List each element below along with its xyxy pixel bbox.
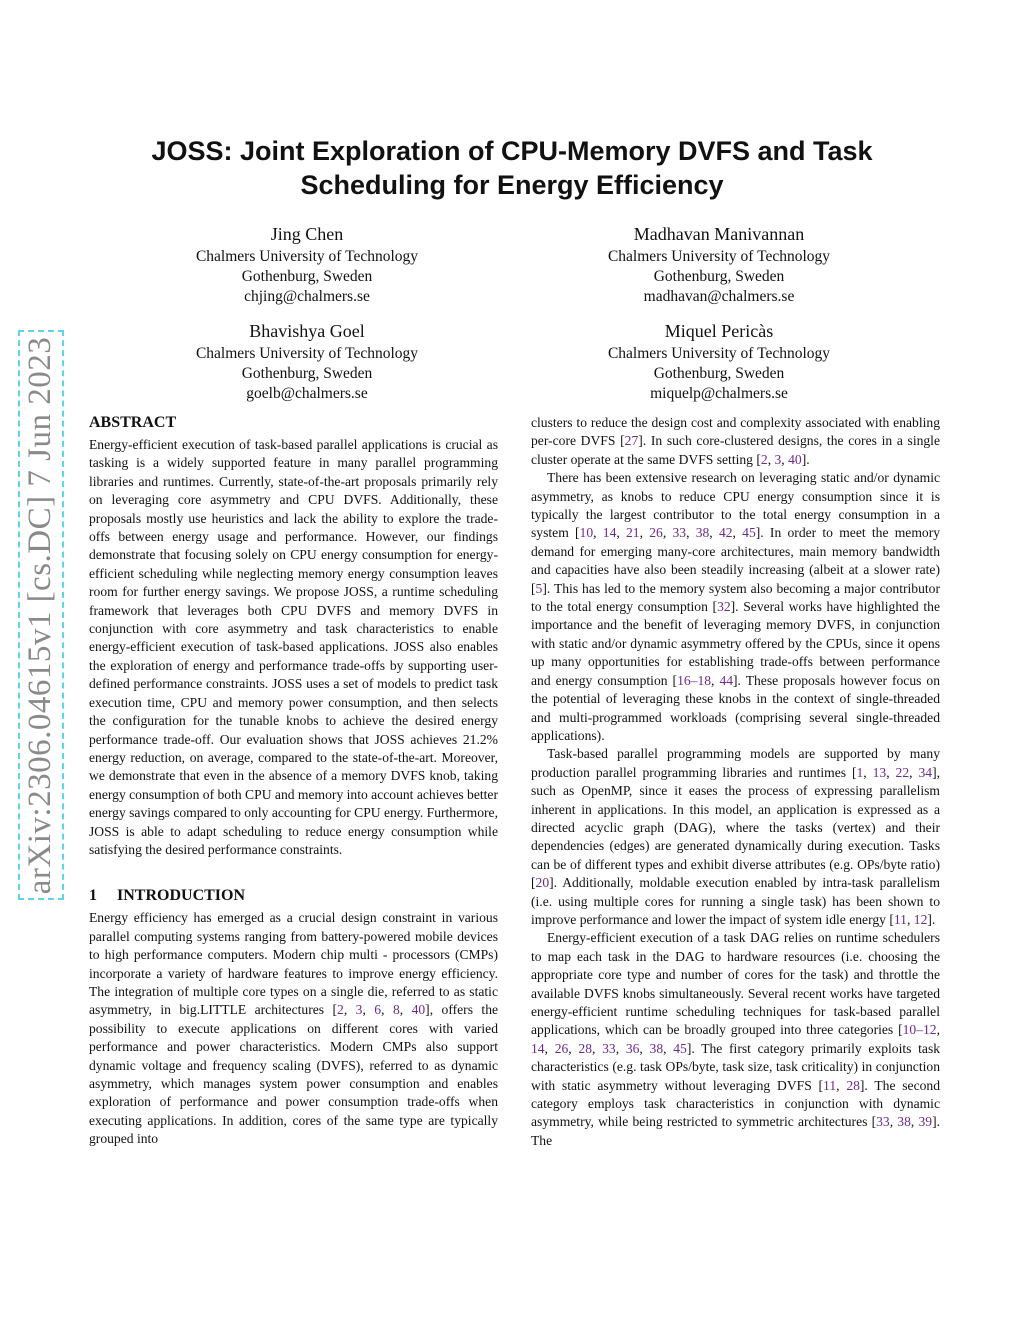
citation-link[interactable]: 44: [719, 672, 734, 688]
citation-link[interactable]: 39: [918, 1114, 933, 1130]
text-run: ].: [927, 911, 936, 927]
citation-link[interactable]: 8: [392, 1002, 400, 1018]
text-run: ,: [936, 1022, 940, 1038]
citation-link[interactable]: 40: [411, 1002, 426, 1018]
text-run: ,: [568, 1040, 579, 1056]
introduction-heading: [89, 885, 498, 907]
text-run: ,: [381, 1002, 393, 1018]
author-name: Jing Chen: [270, 224, 344, 244]
author-name: Bhavishya Goel: [249, 321, 365, 341]
author-name: Miquel Pericàs: [664, 321, 774, 341]
citation-link[interactable]: 11: [823, 1077, 837, 1093]
citation-link[interactable]: 14: [531, 1040, 545, 1056]
citation-link[interactable]: 1: [856, 764, 864, 780]
text-run: ]. In such core-clustered designs, the cores in a single cluster operate at the same DVFS setting [: [531, 433, 940, 467]
text-run: ,: [889, 1114, 898, 1130]
text-run: ], offers the possibility to execute applications on different cores with varied performance and power characteristics. Modern CMPs also support dynamic voltage and frequency scaling (DVFS), referred to as dynamic asymmetry, which manages system power consumption and enables exploration of performance and power consumption trade-offs when executing applications. In addition, cores of the same type are typically grouped into: [89, 1002, 499, 1147]
text-run: ,: [544, 1040, 555, 1056]
text-run: ,: [343, 1002, 356, 1018]
text-run: ,: [592, 1040, 603, 1056]
citation-link[interactable]: 6: [374, 1002, 382, 1018]
citation-link[interactable]: 33: [602, 1040, 616, 1056]
citation-link[interactable]: 2: [760, 451, 768, 467]
citation-link[interactable]: 21: [626, 525, 640, 541]
body-paragraph: [531, 414, 940, 469]
citation-link[interactable]: 3: [774, 451, 782, 467]
text-run: ,: [639, 1040, 650, 1056]
author-block: [127, 221, 487, 307]
text-run: ].: [801, 451, 810, 467]
author-email: madhavan@chalmers.se: [643, 288, 795, 305]
citation-link[interactable]: 42: [718, 525, 733, 541]
right-column: [531, 414, 940, 1150]
citation-link[interactable]: 28: [846, 1077, 860, 1093]
body-paragraph: [531, 929, 940, 1150]
author-location: Gothenburg, Sweden: [653, 365, 785, 382]
citation-link[interactable]: 45: [673, 1040, 687, 1056]
text-run: ]. Additionally, moldable execution enabled by intra-task parallelism (i.e. using multiple cores for running a single task) has been shown to improve performance and lower the impact of system idle energy [: [531, 875, 940, 927]
text-run: ,: [639, 525, 650, 541]
text-run: Energy-efficient execution of a task DAG relies on runtime schedulers to map each task in the DAG to hardware resources (i.e. choosing the appropriate core type and number of cores for the task) and throttle the available DVFS knobs simultaneously. Several recent works have targeted energy-efficient runtime scheduling techniques for task-based parallel applications, which can be broadly grouped into three categories [: [531, 930, 940, 1038]
text-run: ]. In order to meet the memory demand for emerging many-core architectures, main memory bandwidth and capacities have also been steadily increasing (albeit at a slower rate)[: [531, 525, 941, 596]
text-run: ,: [836, 1077, 847, 1093]
text-run: ,: [906, 911, 914, 927]
text-run: ,: [711, 672, 720, 688]
text-run: ,: [399, 1002, 412, 1018]
paper-title: [60, 134, 964, 202]
citation-link[interactable]: 5: [535, 580, 543, 596]
author-affiliation: Chalmers University of Technology: [195, 345, 419, 362]
text-run: ]. The second category employs task characteristics in conjunction with dynamic asymmetry, while being restricted to symmetric architectures [: [531, 1077, 941, 1130]
citation-link[interactable]: 38: [695, 525, 710, 541]
text-run: Task-based parallel programming models are supported by many production parallel programming libraries and runtimes [: [531, 746, 940, 780]
text-run: ]. The first category primarily exploits task characteristics (e.g. task OPs/byte, task size, task criticality) in conjunction with static asymmetry without leveraging DVFS [: [531, 1040, 941, 1093]
citation-link[interactable]: 28: [578, 1040, 592, 1056]
author-email: chjing@chalmers.se: [244, 288, 370, 305]
text-run: ,: [616, 525, 626, 541]
citation-link[interactable]: 32: [717, 599, 731, 615]
text-run: ,: [615, 1040, 626, 1056]
text-run: ]. This has led to the memory system also becoming a major contributor to the total energy consumption [: [531, 580, 940, 615]
author-block: [539, 318, 899, 404]
body-paragraph: [531, 469, 940, 745]
author-affiliation: Chalmers University of Technology: [195, 248, 419, 265]
citation-link[interactable]: 33: [672, 525, 687, 541]
author-affiliation: Chalmers University of Technology: [607, 345, 831, 362]
citation-link[interactable]: 36: [625, 1040, 640, 1056]
author-location: Gothenburg, Sweden: [653, 268, 785, 285]
citation-link[interactable]: 34: [918, 764, 933, 780]
text-run: ,: [910, 1114, 919, 1130]
arxiv-identifier-stamp: [18, 330, 64, 900]
abstract-text: Energy-efficient execution of task-based parallel applications is crucial as tasking is a widely supported feature in many parallel programming libraries and runtimes. Currently, state-of-the-art proposals primarily rely on leveraging core asymmetry and CPU DVFS. Additionally, these proposals mostly use heuristics and lack the ability to explore the trade-offs between energy usage and performance. However, our findings demonstrate that focusing solely on CPU energy consumption for energy-efficient scheduling while neglecting memory energy consumption leaves room for further energy savings. We propose JOSS, a runtime scheduling framework that leverages both CPU DVFS and memory DVFS in conjunction with core asymmetry and task characteristics to enable energy-efficient execution of task-based applications. JOSS also enables the exploration of energy and performance trade-offs by supporting user-defined performance constraints. JOSS uses a set of models to predict task execution time, CPU and memory power consumption, and then selects the configuration for the tunable knobs to achieve the desired energy performance trade-off. Our evaluation shows that JOSS achieves 21.2% energy reduction, on average, compared to the state-of-the-art. Moreover, we demonstrate that even in the absence of a memory DVFS knob, taking energy consumption of both CPU and memory into account achieves better energy savings compared to only accounting for CPU energy. Furthermore, JOSS is able to adapt scheduling to reduce energy consumption while satisfying the desired performance constraints.: [89, 437, 498, 857]
citation-link[interactable]: 27: [624, 433, 639, 449]
title-line-2: Scheduling for Energy Efficiency: [300, 170, 724, 200]
abstract-heading: ABSTRACT: [89, 414, 177, 431]
section-title: INTRODUCTION: [117, 887, 246, 905]
text-run: ,: [732, 525, 743, 541]
citation-link[interactable]: 38: [897, 1114, 911, 1130]
author-block: [127, 318, 487, 404]
intro-paragraph: [89, 909, 498, 1148]
citation-link[interactable]: 20: [535, 875, 550, 891]
author-email: miquelp@chalmers.se: [650, 385, 788, 402]
citation-link[interactable]: 2: [337, 1002, 344, 1018]
citation-link[interactable]: 45: [742, 525, 756, 541]
author-name: Madhavan Manivannan: [633, 224, 805, 244]
author-block: [539, 221, 899, 307]
text-run: ,: [593, 525, 603, 541]
citation-link[interactable]: 38: [649, 1040, 664, 1056]
citation-link[interactable]: 13: [872, 764, 887, 780]
text-run: ]. The: [531, 1114, 941, 1148]
title-line-1: JOSS: Joint Exploration of CPU-Memory DVFS and Task: [151, 136, 873, 166]
text-run: ,: [886, 764, 896, 780]
text-run: ,: [662, 525, 673, 541]
text-run: clusters to reduce the design cost and complexity associated with enabling per-core DVFS [: [531, 415, 940, 449]
citation-link[interactable]: 16–18: [677, 672, 712, 688]
citation-link[interactable]: 40: [788, 451, 802, 467]
text-run: ], such as OpenMP, since it eases the process of expressing parallelism inherent in applications. In this model, an application is expressed as a directed acyclic graph (DAG), where the tasks (vertex) and their dependencies (edges) are generated dynamically during execution. Tasks can be of different types and exhibit diverse attributes (e.g. OPs/byte ratio) [: [531, 764, 940, 891]
citation-link[interactable]: 3: [355, 1002, 363, 1018]
text-run: ,: [767, 451, 775, 467]
citation-link[interactable]: 10: [579, 525, 594, 541]
citation-link[interactable]: 11: [893, 911, 907, 927]
author-affiliation: Chalmers University of Technology: [607, 248, 831, 265]
text-run: ,: [781, 451, 789, 467]
citation-link[interactable]: 26: [649, 525, 663, 541]
text-run: There has been extensive research on leveraging static and/or dynamic asymmetry, as knobs to reduce CPU energy consumption since it is typically the largest contributor to the total energy consumption in a system [: [531, 470, 940, 541]
citation-link[interactable]: 10–12: [902, 1022, 937, 1038]
citation-link[interactable]: 26: [554, 1040, 569, 1056]
citation-link[interactable]: 12: [913, 911, 928, 927]
author-location: Gothenburg, Sweden: [241, 365, 373, 382]
citation-link[interactable]: 33: [876, 1114, 890, 1130]
text-run: ,: [909, 764, 919, 780]
author-location: Gothenburg, Sweden: [241, 268, 373, 285]
arxiv-identifier: arXiv:2306.04615v1 [cs.DC] 7 Jun 2023: [22, 336, 59, 894]
text-run: ]. Several works have highlighted the importance and the benefit of leveraging memory DVFS, in conjunction with static and/or dynamic asymmetry offered by the CPUs, since it opens up many opportunities for establishing trade-offs between performance and energy consumption [: [531, 599, 940, 688]
text-run: ,: [709, 525, 719, 541]
citation-link[interactable]: 22: [895, 764, 910, 780]
text-run: ,: [686, 525, 696, 541]
left-column: [89, 412, 498, 1149]
text-run: ]. These proposals however focus on the potential of leveraging these knobs in the context of single-threaded and multi-programmed workloads (comprising several single-threaded applications).: [531, 672, 941, 743]
body-paragraph: [531, 745, 940, 929]
text-run: ,: [362, 1002, 375, 1018]
section-number: 1: [89, 887, 97, 905]
text-run: ,: [863, 764, 873, 780]
text-run: ,: [663, 1040, 674, 1056]
text-run: Energy efficiency has emerged as a crucial design constraint in various parallel computing systems ranging from battery-powered mobile devices to high performance computers. Modern chip multi - processors (CMPs) incorporate a variety of hardware features to improve energy efficiency. The integration of multiple core types on a single die, referred to as static asymmetry, in big.LITTLE architectures [: [89, 910, 498, 1018]
citation-link[interactable]: 14: [602, 525, 617, 541]
author-email: goelb@chalmers.se: [246, 385, 368, 402]
